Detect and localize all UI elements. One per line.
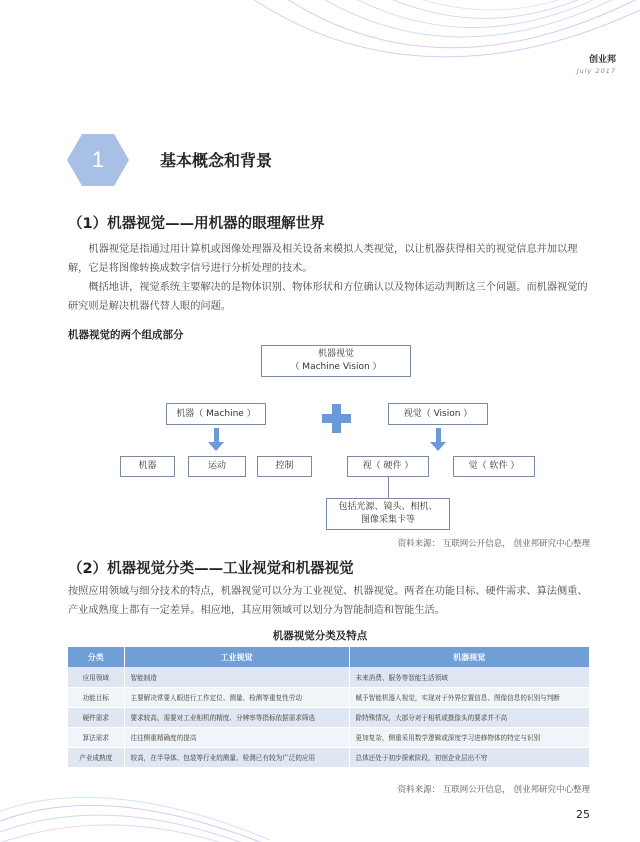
part1-paragraph-1: 机器视觉是指通过用计算机或图像处理器及相关设备来模拟人类视觉，以让机器获得相关的视觉信息并加以理解，它是将图像转换成数字信号进行分析处理的技术。 [68, 244, 578, 274]
diagram-root-label: 机器视觉 [317, 349, 354, 359]
table-cell: 产业成熟度 [68, 747, 124, 767]
brand-name: 创业邦 [588, 55, 616, 65]
table-header-industrial: 工业视觉 [124, 647, 349, 667]
table-row [68, 707, 590, 727]
table-cell: 除特殊情况，大部分对于相机或摄像头的要求并不高 [349, 707, 590, 727]
diagram-root-box [261, 345, 411, 377]
table-header-category: 分类 [68, 647, 124, 667]
table-cell: 较高，在半导体、包装等行业的测量、检测已有较为广泛的应用 [124, 747, 349, 767]
part2-paragraph: 按照应用领域与细分技术的特点，机器视觉可以分为工业视觉、机器视觉。两者在功能目标、硬件需求、算法侧重、产业成熟度上都有一定差异。相应地，其应用领域可以划分为智能制造和智能生活。 [68, 586, 588, 616]
table-cell: 主要解决常要人眼进行工作定位、测量、检测等重复性劳动 [124, 687, 349, 707]
diagram-vision-box: 视觉（ Vision ） [388, 403, 488, 425]
section-number: 1 [91, 147, 105, 172]
table-cell: 更加复杂，侧重采用数学逻辑或深度学习进修物体的特定与识别 [349, 727, 590, 747]
table-cell: 硬件需求 [68, 707, 124, 727]
diagram-leaf-control: 控制 [257, 456, 312, 477]
table-row [68, 727, 590, 747]
diagram-leaf-hardware: 视（ 硬件 ） [347, 456, 429, 477]
diagram-leaf-machine: 机器 [120, 456, 175, 477]
diagram-source-note: 资料来源： 互联网公开信息， 创业邦研究中心整理 [397, 539, 590, 549]
table-title: 机器视觉分类及特点 [272, 630, 368, 642]
part2-heading: （2）机器视觉分类——工业视觉和机器视觉 [68, 561, 354, 577]
table-cell: 往往侧重精确度的提高 [124, 727, 349, 747]
table-cell: 智能制造 [124, 667, 349, 687]
table-header-row [68, 647, 590, 667]
section-title: 基本概念和背景 [160, 151, 273, 170]
table-cell: 赋予智能机器人视觉，实现对于外界位置信息、图像信息的识别与判断 [349, 687, 590, 707]
diagram-detail-line-1: 包括光源、镜头、相机、 [338, 502, 438, 512]
diagram-leaf-software: 觉（ 软件 ） [453, 456, 535, 477]
brand-block [577, 52, 616, 75]
decorative-swirl-top [230, 0, 640, 100]
table-row [68, 687, 590, 707]
diagram-leaf-motion: 运动 [188, 456, 246, 477]
diagram-machine-box: 机器（ Machine ） [166, 403, 266, 425]
table-cell: 功能目标 [68, 687, 124, 707]
issue-date: July 2017 [576, 67, 616, 75]
table-cell: 应用领域 [68, 667, 124, 687]
part1-heading: （1）机器视觉——用机器的眼理解世界 [68, 216, 325, 232]
table-cell: 要求较高，需要对工业相机的精度、分辨率等指标依据需求筛选 [124, 707, 349, 727]
diagram-root-sublabel: （ Machine Vision ） [290, 362, 382, 372]
table-cell: 未来消费、服务等智能生活领域 [349, 667, 590, 687]
page-number: 25 [576, 808, 590, 821]
table-header-machine: 机器视觉 [349, 647, 590, 667]
diagram-title: 机器视觉的两个组成部分 [68, 329, 184, 341]
table-row [68, 667, 590, 687]
table-source-note: 资料来源： 互联网公开信息， 创业邦研究中心整理 [397, 785, 590, 795]
table-row [68, 747, 590, 767]
table-cell: 算法需求 [68, 727, 124, 747]
diagram-connector [388, 477, 389, 498]
diagram-detail-line-2: 图像采集卡等 [360, 515, 415, 525]
comparison-table [68, 647, 590, 768]
plus-icon-horizontal [322, 414, 351, 423]
part1-paragraph-2: 概括地讲，视觉系统主要解决的是物体识别、物体形状和方位确认以及物体运动判断这三个问题。而机器视觉的研究则是解决机器代替人眼的问题。 [68, 282, 588, 312]
diagram-hardware-detail-box [326, 498, 450, 530]
table-cell: 总体还处于初步探索阶段，初创企业层出不穷 [349, 747, 590, 767]
decorative-swirl-bottom [0, 770, 280, 842]
